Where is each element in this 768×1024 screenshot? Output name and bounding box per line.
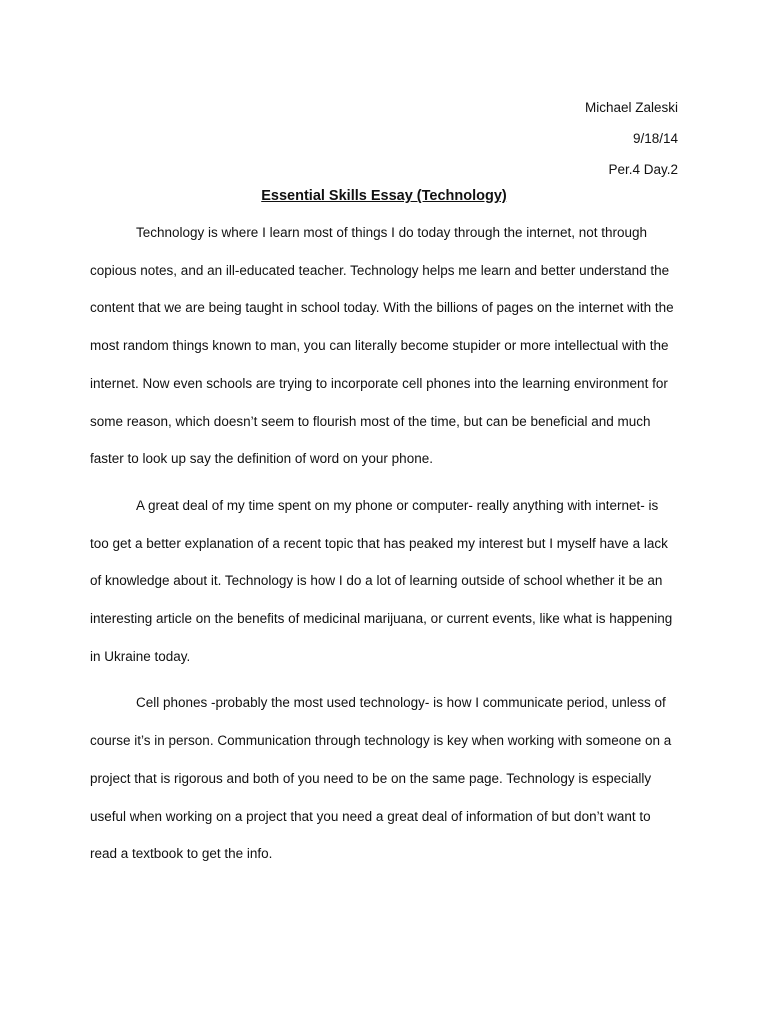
class-period: Per.4 Day.2	[608, 162, 678, 177]
author-name: Michael Zaleski	[584, 100, 678, 115]
paragraph-3: Cell phones -probably the most used technology- is how I communicate period, unless of course it’s in person. Communication through technology is key when working with someone on a project that is rigorous and both of you need to be on the same page. Technology is especially useful when working on a project that you need a great deal of information of but don’t want to read a textbook to get the info.	[90, 695, 672, 862]
essay-title: Essential Skills Essay (Technology)	[261, 188, 507, 204]
paragraph-1: Technology is where I learn most of things I do today through the internet, not through copious notes, and an ill-educated teacher. Technology helps me learn and better understand the content that we are being taught in school today. With the billions of pages on the internet with the most random things known to man, you can literally become stupider or more intellectual with the internet. Now even schools are trying to incorporate cell phones into the learning environment for some reason, which doesn’t seem to flourish most of the time, but can be beneficial and much faster to look up say the definition of word on your phone.	[90, 225, 674, 467]
header-block	[585, 92, 678, 185]
paragraph-2: A great deal of my time spent on my phone or computer- really anything with internet- is too get a better explanation of a recent topic that has peaked my interest but I myself have a lack of knowledge about it. Technology is how I do a lot of learning outside of school whether it be an interesting article on the benefits of medicinal marijuana, or current events, like what is happening in Ukraine today.	[90, 497, 673, 664]
essay-body	[90, 214, 680, 882]
essay-date: 9/18/14	[632, 131, 678, 146]
